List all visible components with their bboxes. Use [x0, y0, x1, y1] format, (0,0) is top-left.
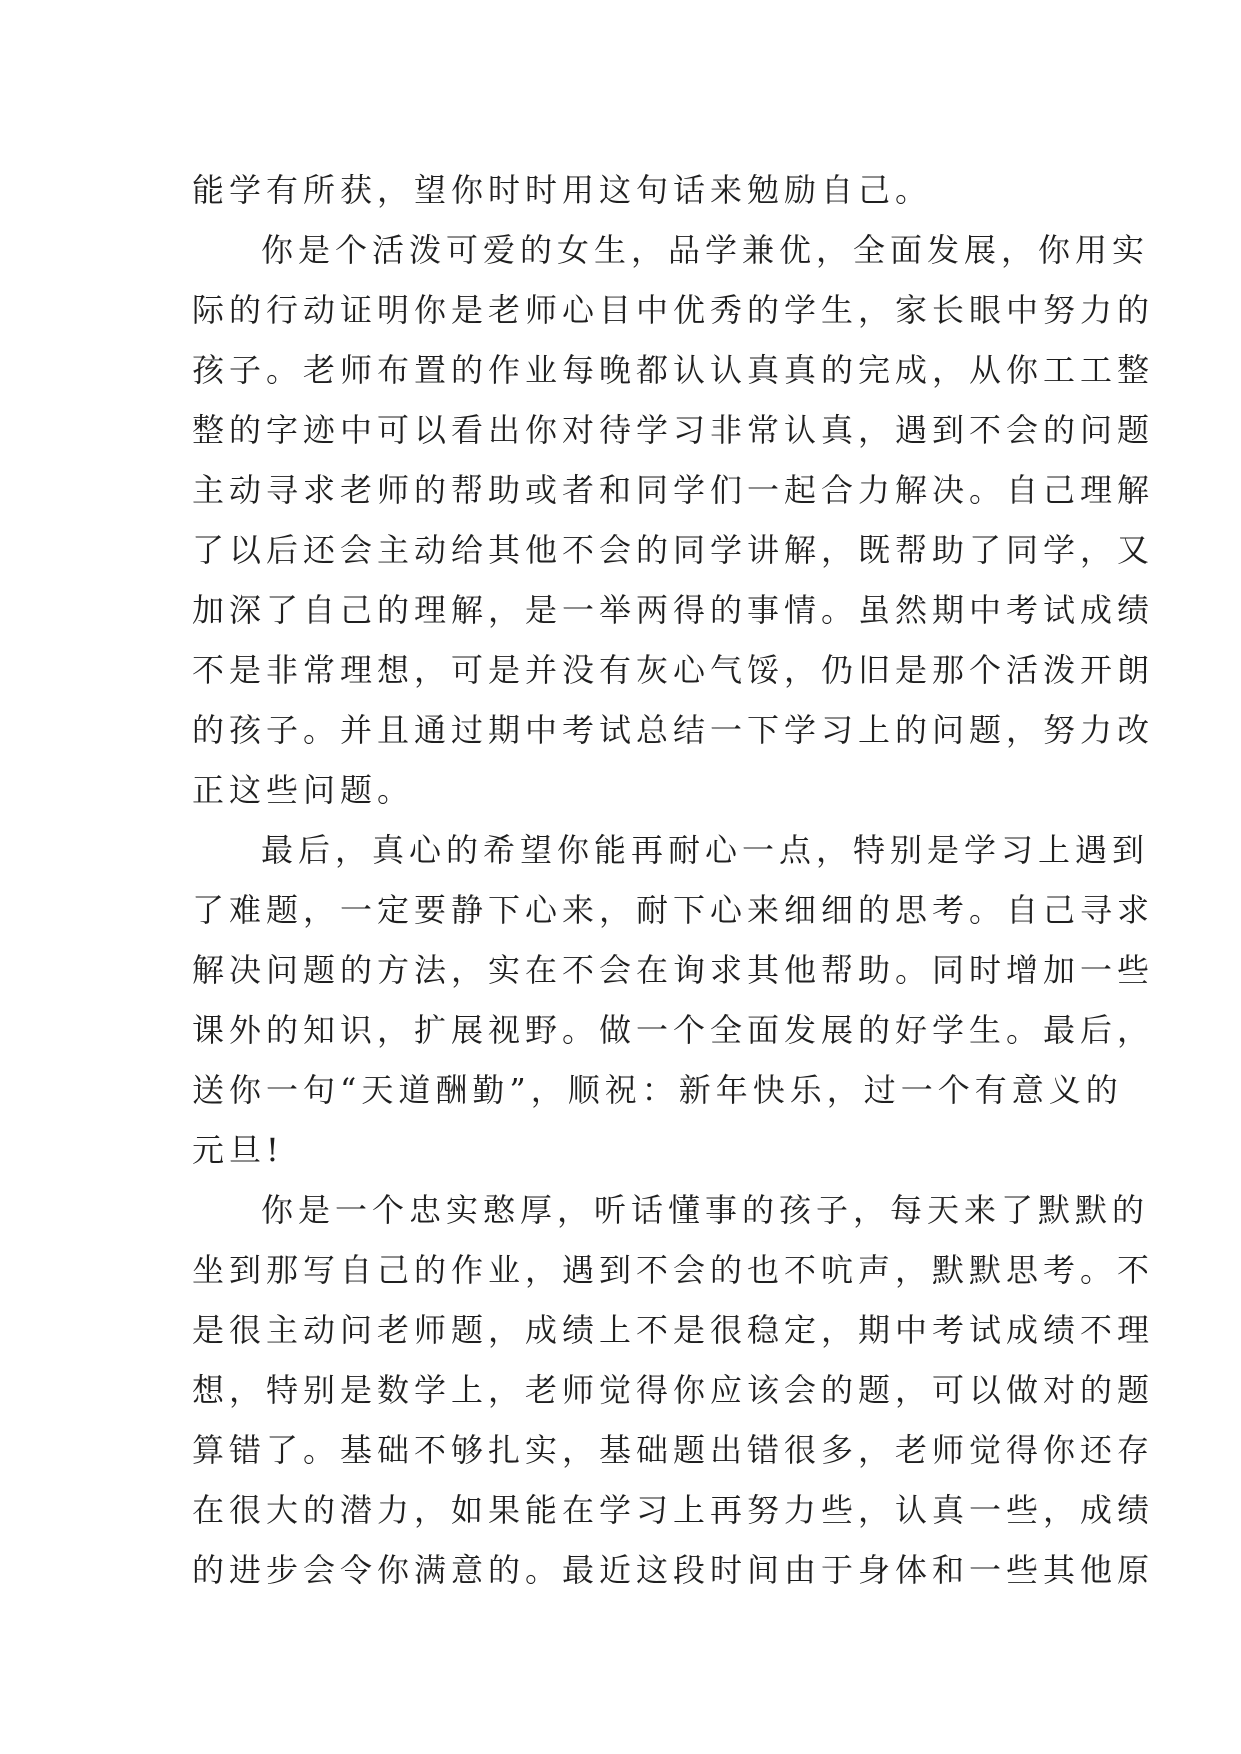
text-line: 的孩子。并且通过期中考试总结一下学习上的问题，努力改 — [192, 711, 1155, 749]
text-line: 的进步会令你满意的。最近这段时间由于身体和一些其他原 — [192, 1551, 1155, 1589]
text-line: 算错了。基础不够扎实，基础题出错很多，老师觉得你还存 — [192, 1431, 1155, 1469]
text-line: 不是非常理想，可是并没有灰心气馁，仍旧是那个活泼开朗 — [192, 651, 1155, 689]
text-line: 想，特别是数学上，老师觉得你应该会的题，可以做对的题 — [192, 1371, 1155, 1409]
text-line: 际的行动证明你是老师心目中优秀的学生，家长眼中努力的 — [192, 291, 1155, 329]
text-line: 最后，真心的希望你能再耐心一点，特别是学习上遇到 — [261, 831, 1150, 869]
text-line: 正这些问题。 — [192, 771, 415, 809]
text-line: 孩子。老师布置的作业每晚都认认真真的完成，从你工工整 — [192, 351, 1155, 389]
text-line: 了以后还会主动给其他不会的同学讲解，既帮助了同学，又 — [192, 531, 1155, 569]
text-line: 你是个活泼可爱的女生，品学兼优，全面发展，你用实 — [261, 231, 1150, 269]
text-line: 能学有所获，望你时时用这句话来勉励自己。 — [192, 171, 933, 209]
text-line: 主动寻求老师的帮助或者和同学们一起合力解决。自己理解 — [192, 471, 1155, 509]
text-line: 加深了自己的理解，是一举两得的事情。虽然期中考试成绩 — [192, 591, 1155, 629]
text-line: 你是一个忠实憨厚，听话懂事的孩子，每天来了默默的 — [261, 1191, 1150, 1229]
text-line: 在很大的潜力，如果能在学习上再努力些，认真一些，成绩 — [192, 1491, 1155, 1529]
text-line: 送你一句“天道酬勤”，顺祝：新年快乐，过一个有意义的 — [192, 1071, 1123, 1109]
text-line: 整的字迹中可以看出你对待学习非常认真，遇到不会的问题 — [192, 411, 1155, 449]
text-line: 课外的知识，扩展视野。做一个全面发展的好学生。最后， — [192, 1011, 1155, 1049]
document-body — [192, 160, 1155, 1600]
text-line: 解决问题的方法，实在不会在询求其他帮助。同时增加一些 — [192, 951, 1155, 989]
text-line: 坐到那写自己的作业，遇到不会的也不吭声，默默思考。不 — [192, 1251, 1155, 1289]
text-line: 是很主动问老师题，成绩上不是很稳定，期中考试成绩不理 — [192, 1311, 1155, 1349]
text-line: 元旦! — [192, 1131, 284, 1169]
text-line: 了难题，一定要静下心来，耐下心来细细的思考。自己寻求 — [192, 891, 1155, 929]
